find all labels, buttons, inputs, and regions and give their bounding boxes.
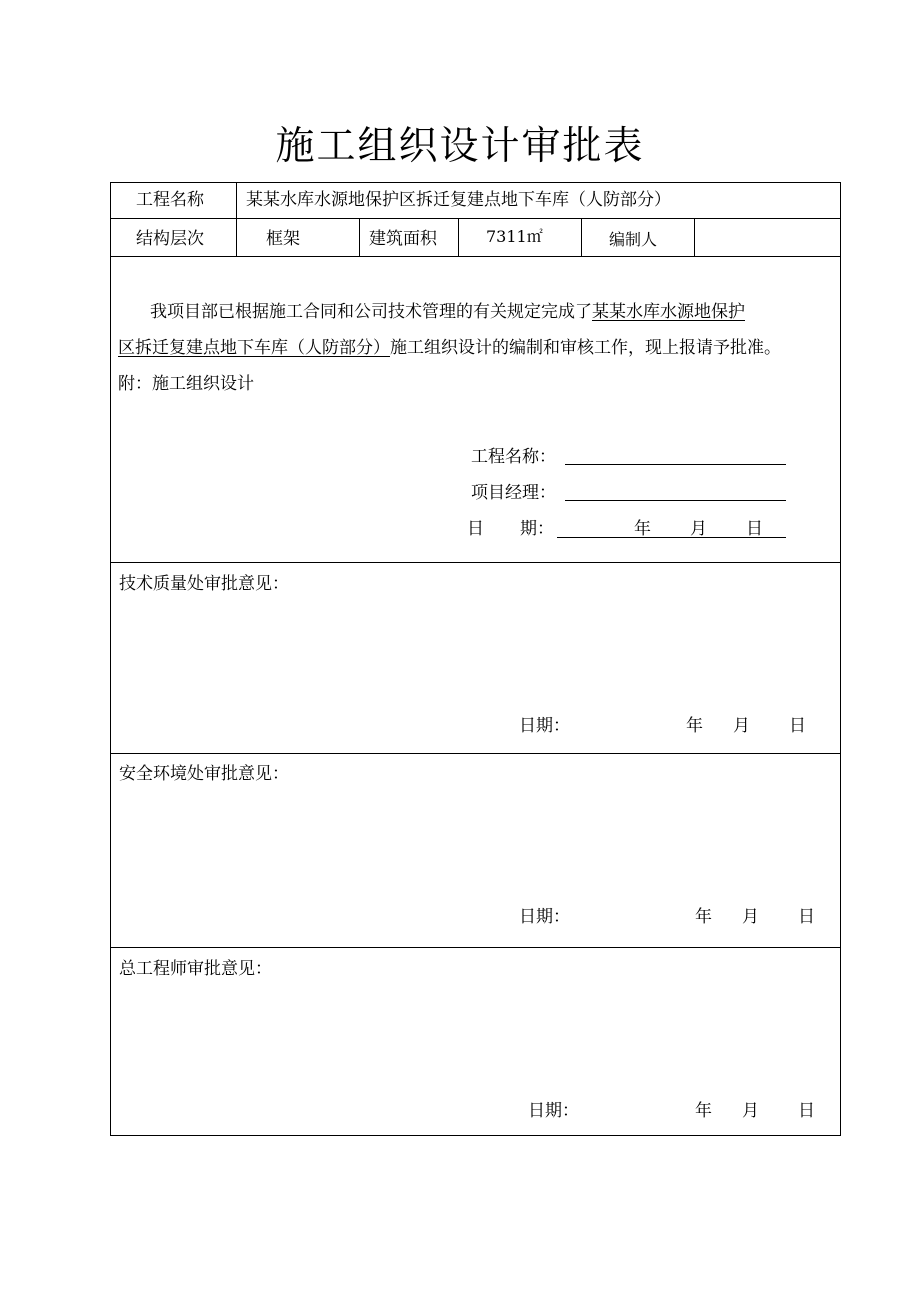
review-day: 日 — [798, 1101, 815, 1121]
submission-text-after: 施工组织设计的编制和审核工作，现上报请予批准。 — [390, 338, 781, 358]
project-name-value: 某某水库水源地保护区拆迁复建点地下车库（人防部分） — [246, 190, 671, 210]
review-date-label: 日期： — [519, 716, 570, 736]
sign-year: 年 — [634, 519, 651, 539]
review-year: 年 — [695, 907, 712, 927]
column-divider — [236, 182, 237, 256]
review-year: 年 — [695, 1101, 712, 1121]
sign-month: 月 — [690, 519, 707, 539]
row-divider — [110, 218, 841, 219]
submission-project-name-1: 某某水库水源地保护 — [592, 302, 745, 322]
review-day: 日 — [798, 907, 815, 927]
review-label-tech-quality: 技术质量处审批意见： — [119, 574, 289, 594]
project-name-label: 工程名称 — [136, 190, 204, 210]
submission-paragraph-line2 — [118, 330, 781, 366]
review-month: 月 — [742, 907, 759, 927]
review-month: 月 — [742, 1101, 759, 1121]
sign-day: 日 — [746, 519, 763, 539]
sign-date-label-1: 日 — [467, 519, 484, 539]
row-divider — [110, 256, 841, 257]
structure-value: 框架 — [266, 229, 300, 249]
column-divider — [581, 218, 582, 256]
row-divider — [110, 753, 841, 754]
column-divider — [694, 218, 695, 256]
attachment-note: 附：施工组织设计 — [118, 374, 254, 394]
area-label: 建筑面积 — [369, 229, 437, 249]
sign-manager-line — [565, 500, 786, 501]
row-divider — [110, 562, 841, 563]
review-date-label: 日期： — [528, 1101, 579, 1121]
review-label-safety-environment: 安全环境处审批意见： — [119, 764, 289, 784]
submission-paragraph — [150, 294, 745, 330]
review-day: 日 — [789, 716, 806, 736]
review-year: 年 — [686, 716, 703, 736]
submission-project-name-2: 区拆迁复建点地下车库（人防部分） — [118, 338, 390, 358]
sign-manager-label: 项目经理： — [471, 483, 556, 503]
submission-text-before: 我项目部已根据施工合同和公司技术管理的有关规定完成了 — [150, 302, 592, 322]
sign-date-line — [557, 537, 786, 538]
review-month: 月 — [733, 716, 750, 736]
column-divider — [359, 218, 360, 256]
sign-project-label: 工程名称： — [471, 447, 556, 467]
review-label-chief-engineer: 总工程师审批意见： — [119, 959, 272, 979]
page-title: 施工组织设计审批表 — [275, 124, 645, 169]
structure-label: 结构层次 — [136, 229, 204, 249]
row-divider — [110, 947, 841, 948]
editor-label: 编制人 — [609, 230, 658, 249]
area-value: 7311㎡ — [486, 227, 543, 246]
column-divider — [458, 218, 459, 256]
sign-date-label-2: 期： — [520, 519, 554, 539]
sign-project-line — [565, 464, 786, 465]
review-date-label: 日期： — [519, 907, 570, 927]
